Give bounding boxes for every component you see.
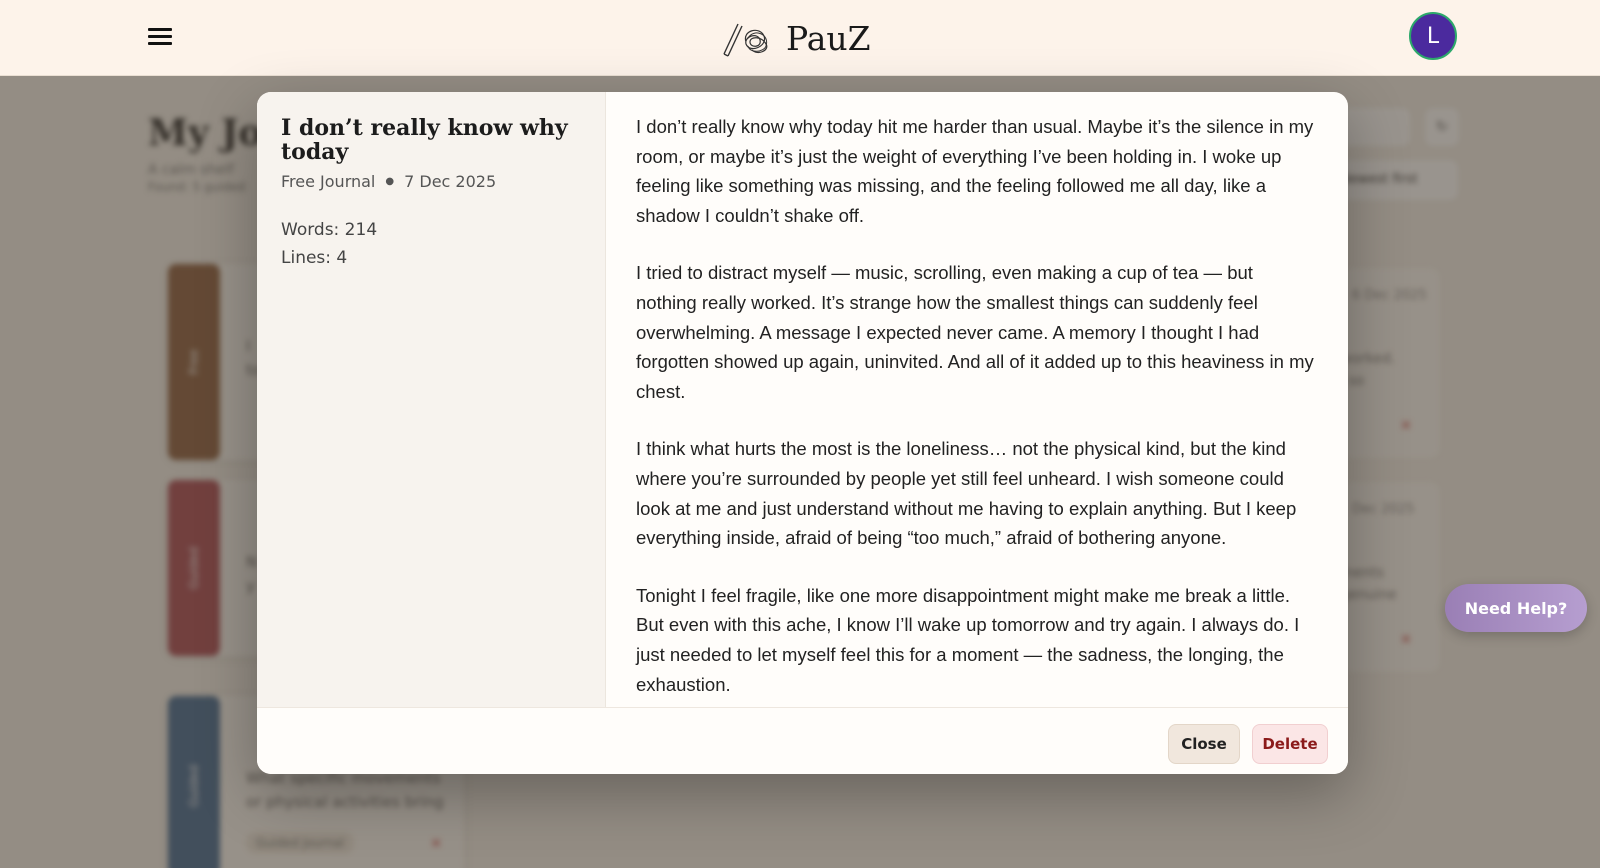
entry-paragraph: I don’t really know why today hit me harder than usual. Maybe it’s the silence in my room, or maybe it’s just the weight of everything I’ve been holding in. I woke up feeling like something was missing, and the feeling followed me all day, like a shadow I couldn’t shake off. [636,116,1314,226]
delete-button[interactable]: Delete [1252,724,1328,764]
entry-paragraph: Tonight I feel fragile, like one more disappointment might make me break a little. But even with this ache, I know I’ll wake up tomorrow and try again. I always do. I just needed to let myself feel this for a moment — the sadness, the longing, the exhaustion. [636,584,1300,695]
brand-name: PauZ [786,18,871,58]
line-count: Lines: 4 [281,248,348,268]
entry-sidebar [257,92,606,707]
avatar[interactable]: L [1409,12,1457,60]
entry-paragraph: I think what hurts the most is the loneliness… not the physical kind, but the kind where you’re surrounded by people yet still feel unheard. I wish someone could look at me and just understand without me having to explain anything. But I keep everything inside, afraid of being “too much,” afraid of bothering anyone. [636,438,1297,549]
journal-entry-modal [257,92,1348,774]
scribble-pencil-logo-icon [720,16,780,60]
modal-footer [257,707,1348,774]
need-help-button[interactable]: Need Help? [1445,584,1587,632]
entry-date: 7 Dec 2025 [404,172,497,191]
entry-stats [281,216,377,272]
top-bar [0,0,1600,76]
separator-dot: ● [385,176,395,187]
entry-title: I don’t really know why today [281,115,568,165]
menu-icon[interactable] [148,28,172,48]
entry-meta [281,172,496,191]
brand[interactable] [720,14,871,62]
entry-body[interactable] [606,92,1348,707]
close-button[interactable]: Close [1168,724,1240,764]
journal-type: Free Journal [281,172,376,191]
entry-paragraph: I tried to distract myself — music, scrolling, even making a cup of tea — but nothing really worked. It’s strange how the smallest things can suddenly feel overwhelming. A message I expected never came. A memory I thought I had forgotten showed up again, uninvited. And all of it added up to this heaviness in my chest. [636,262,1314,402]
word-count: Words: 214 [281,220,378,240]
